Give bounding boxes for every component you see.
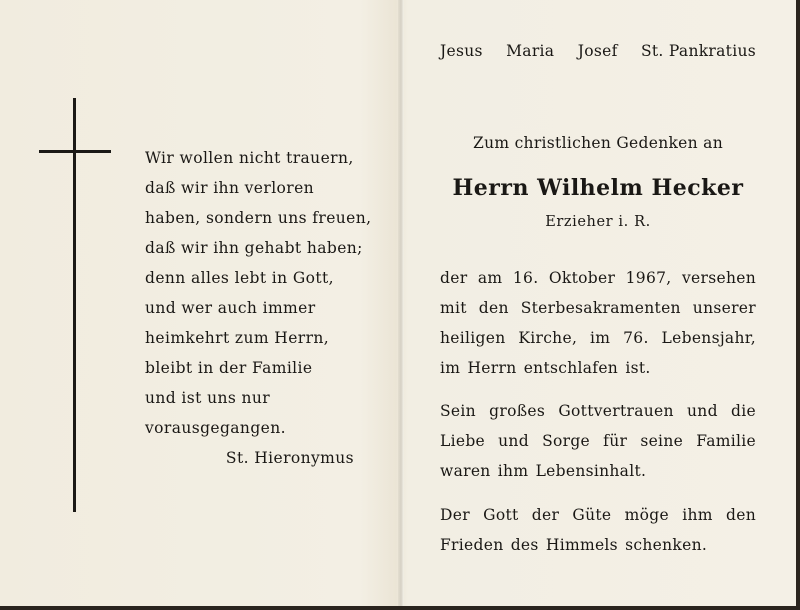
invocation-line (440, 42, 756, 60)
poem-line: und ist uns nur (145, 389, 271, 407)
cross-icon-horizontal (39, 150, 111, 153)
text-line: Der Gott der Güte möge ihm den (440, 506, 756, 524)
text-line: mit den Sterbesakramenten unserer (440, 299, 756, 317)
blessing-paragraph (440, 500, 756, 560)
deceased-name: Herrn Wilhelm Hecker (452, 175, 744, 201)
poem-line: bleibt in der Familie (145, 359, 313, 377)
text-line: heiligen Kirche, im 76. Lebensjahr, (440, 329, 756, 347)
card-edge-shadow (796, 0, 800, 610)
poem-line: heimkehrt zum Herrn, (145, 329, 330, 347)
poem-line: denn alles lebt in Gott, (145, 269, 334, 287)
text-line: Frieden des Himmels schenken. (440, 536, 708, 554)
poem-line: haben, sondern uns freuen, (145, 209, 372, 227)
card-edge-shadow-bottom (0, 606, 800, 610)
cross-icon-vertical (73, 98, 76, 512)
text-line: der am 16. Oktober 1967, versehen (440, 269, 756, 287)
poem-attribution: St. Hieronymus (225, 449, 354, 467)
card-fold (398, 0, 404, 610)
text-line: im Herrn entschlafen ist. (440, 359, 651, 377)
memorial-intro: Zum christlichen Gedenken an (473, 134, 723, 152)
invocation-word: Jesus (440, 42, 483, 60)
poem-line: daß wir ihn gehabt haben; (145, 239, 363, 257)
poem-line: daß wir ihn verloren (145, 179, 315, 197)
deceased-role: Erzieher i. R. (545, 214, 651, 230)
poem-line: Wir wollen nicht trauern, (145, 149, 354, 167)
text-line: waren ihm Lebensinhalt. (440, 462, 647, 480)
invocation-word: St. Pankratius (640, 42, 756, 60)
text-line: Liebe und Sorge für seine Familie (440, 432, 756, 450)
poem-line: vorausgegangen. (145, 419, 286, 437)
invocation-word: Maria (506, 42, 555, 60)
death-notice-paragraph (440, 263, 756, 383)
tribute-paragraph (440, 396, 756, 486)
text-line: Sein großes Gottvertrauen und die (440, 402, 756, 420)
memorial-poem (145, 143, 372, 473)
invocation-word: Josef (577, 42, 618, 60)
poem-line: und wer auch immer (145, 299, 316, 317)
